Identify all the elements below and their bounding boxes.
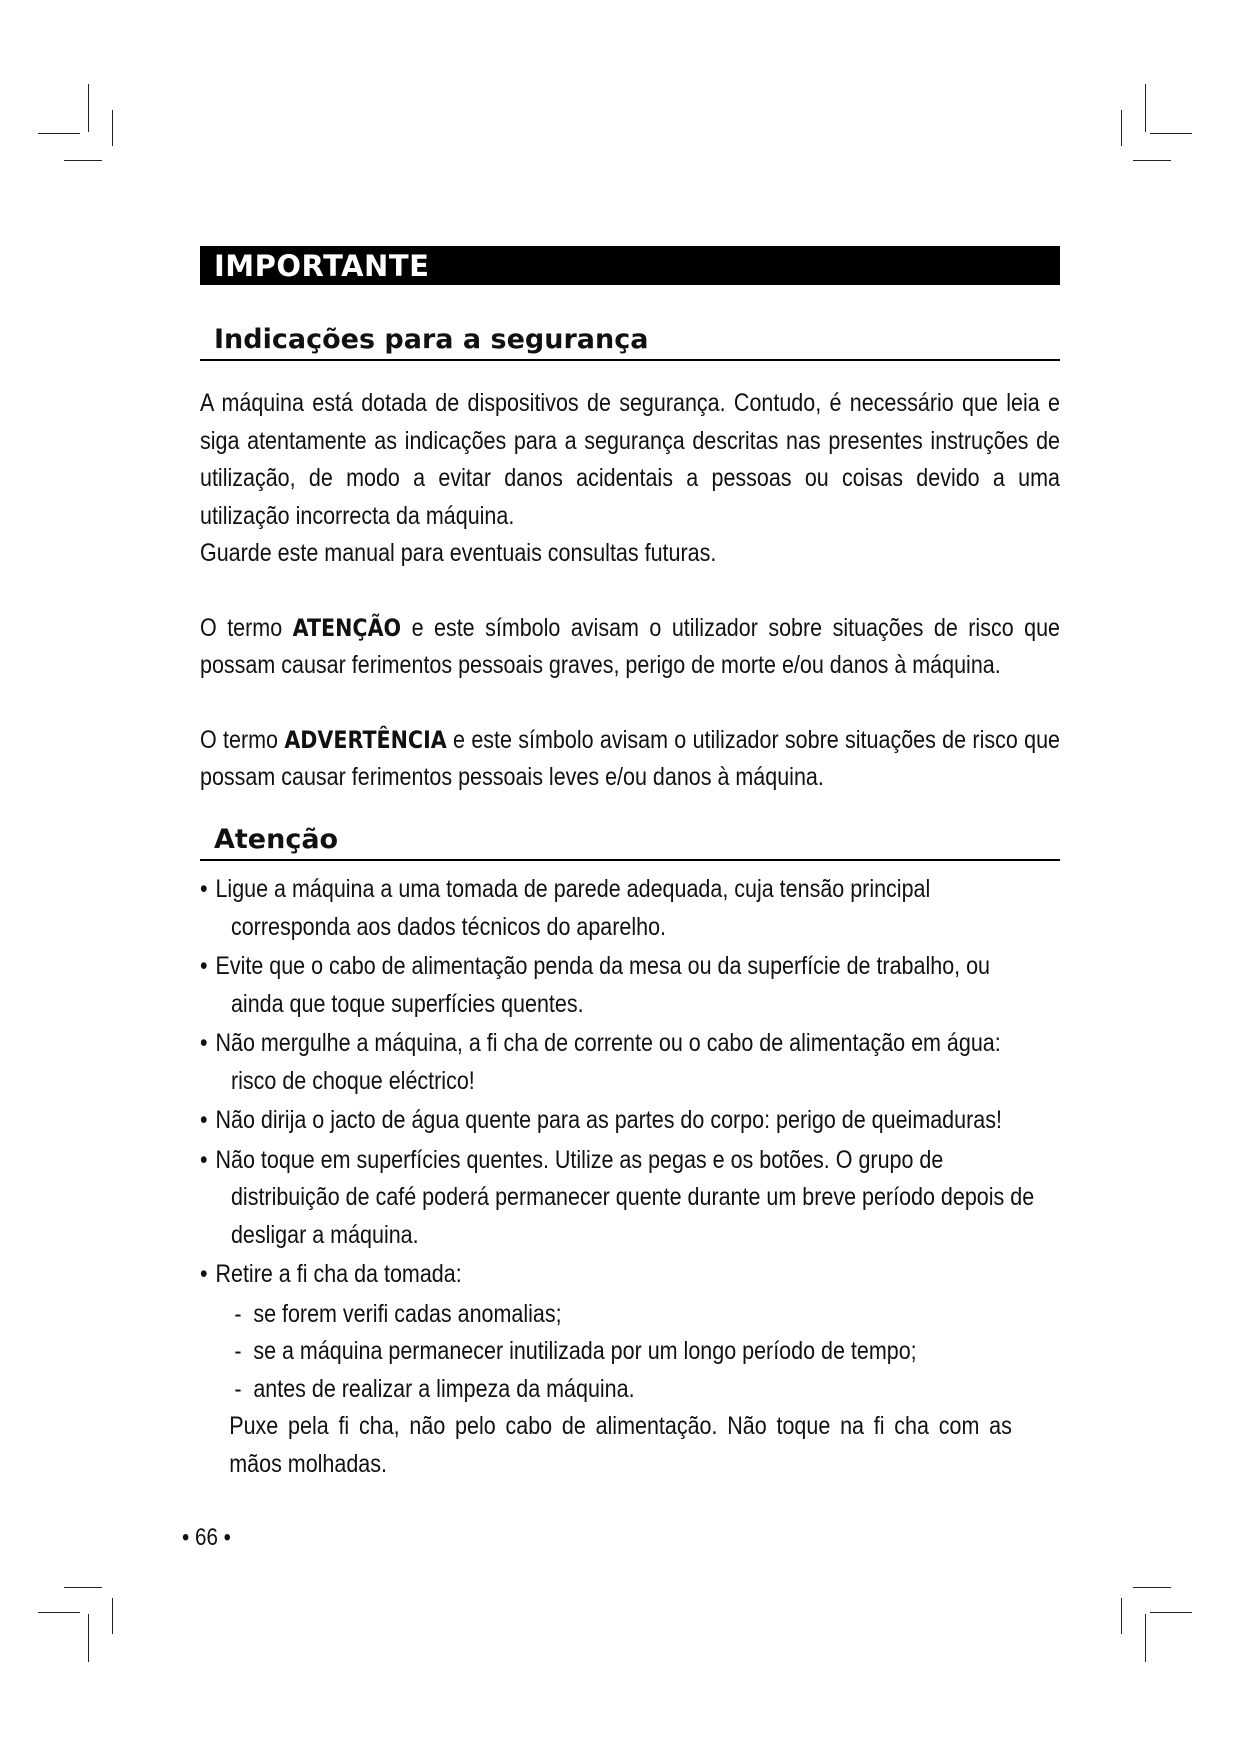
page-number: • 66 • [182,1524,231,1551]
important-banner: IMPORTANTE [200,246,1060,285]
list-item: • Evite que o cabo de alimentação penda da mesa ou da superfície de trabalho, ou ainda que toque superfícies quentes. [200,952,991,1018]
crop-mark [1133,160,1171,161]
safety-intro [200,385,1060,797]
crop-mark [1133,1587,1171,1588]
closing-note: Puxe pela fi cha, não pelo cabo de alimentação. Não toque na fi cha com as mãos molhadas. [229,1412,1012,1478]
crop-mark [1150,133,1192,134]
crop-mark [38,133,80,134]
atencao-definition: O termo ATENÇÃO e este símbolo avisam o utilizador sobre situações de risco que possam causar ferimentos pessoais graves, perigo de morte e/ou danos à máquina. [200,613,1060,679]
crop-mark [38,1612,80,1613]
crop-mark [112,1598,113,1634]
sub-list-item: - antes de realizar a limpeza da máquina. [234,1374,635,1403]
crop-mark [112,110,113,146]
advertencia-term: ADVERTÊNCIA [284,725,447,754]
attention-list [200,871,1043,1483]
list-item: • Não dirija o jacto de água quente para as partes do corpo: perigo de queimaduras! [200,1106,1002,1134]
crop-mark [1150,1612,1192,1613]
list-item: • Retire a fi cha da tomada: [200,1260,462,1288]
crop-mark [1121,1598,1122,1634]
advertencia-definition: O termo ADVERTÊNCIA e este símbolo avisam o utilizador sobre situações de risco que possam causar ferimentos pessoais leves e/ou danos à máquina. [200,725,1060,791]
list-item: • Não toque em superfícies quentes. Utilize as pegas e os botões. O grupo de distribuição de café poderá permanecer quente durante um breve período depois de desligar a máquina. [200,1145,1035,1249]
manual-note: Guarde este manual para eventuais consultas futuras. [200,539,717,567]
attention-heading: Atenção [200,823,1060,861]
safety-heading: Indicações para a segurança [200,323,1060,361]
crop-mark [1145,1614,1146,1662]
sub-list-item: - se a máquina permanecer inutilizada por um longo período de tempo; [234,1337,917,1365]
crop-mark [88,1614,89,1662]
atencao-term: ATENÇÃO [292,613,402,642]
safety-paragraph: A máquina está dotada de dispositivos de segurança. Contudo, é necessário que leia e siga atentamente as indicações para a segurança descritas nas presentes instruções de utilização, de modo a evitar danos acidentais a pessoas ou coisas devido a uma utilização incorrecta da máquina. [200,389,1060,530]
crop-mark [64,160,102,161]
crop-mark [1121,110,1122,146]
list-item: • Ligue a máquina a uma tomada de parede adequada, cuja tensão principal corresponda aos dados técnicos do aparelho. [200,875,931,941]
crop-mark [1145,84,1146,132]
sub-list-item: - se forem verifi cadas anomalias; [234,1299,562,1328]
list-item: • Não mergulhe a máquina, a fi cha de corrente ou o cabo de alimentação em água: risco de choque eléctrico! [200,1029,1001,1095]
crop-mark [64,1587,102,1588]
page-content [200,246,1060,1478]
crop-mark [88,84,89,132]
